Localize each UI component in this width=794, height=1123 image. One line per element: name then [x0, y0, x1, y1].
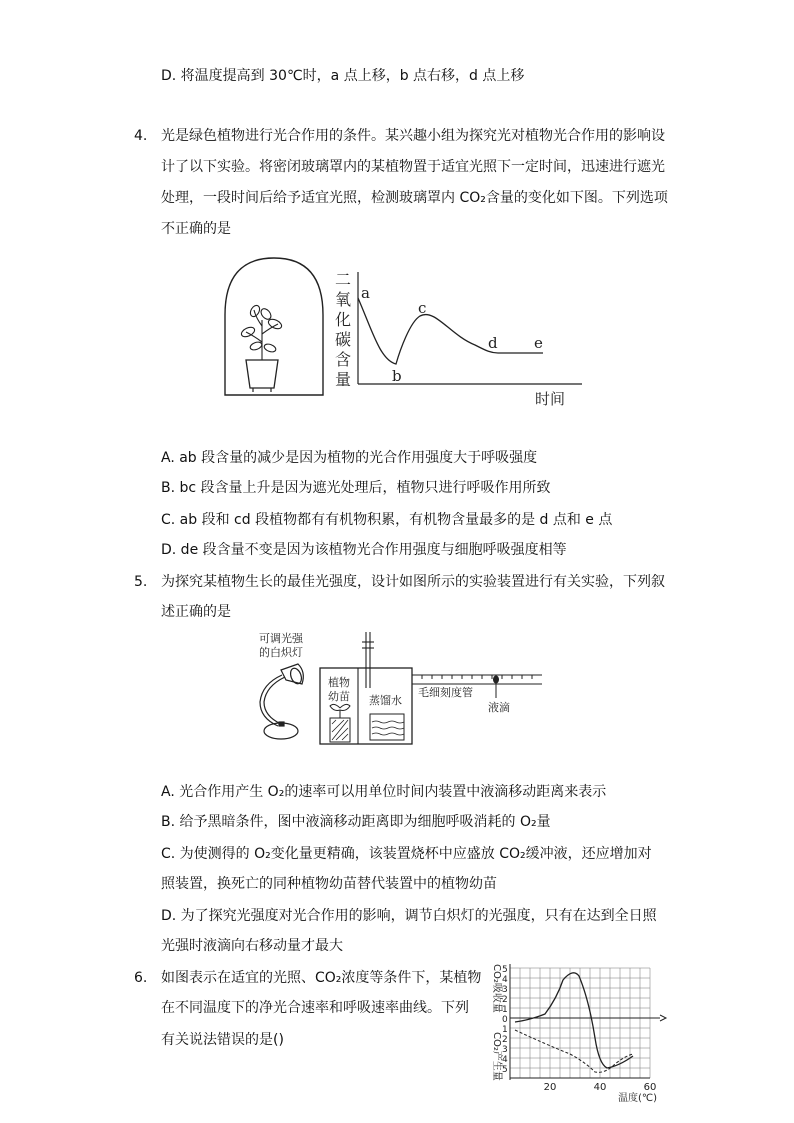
q4-ylabel-char-3: 化 — [334, 310, 352, 329]
liquid-drop — [493, 676, 499, 684]
point-label-c: c — [418, 299, 427, 317]
question-number-5: 5. — [134, 574, 148, 590]
q4-stem-line-2: 计了以下实验。将密闭玻璃罩内的某植物置于适宜光照下一定时间，迅速进行遮光 — [161, 159, 665, 175]
q4-option-c: C. ab 段和 cd 段植物都有有机物积累，有机物含量最多的是 d 点和 e 点 — [161, 512, 613, 528]
q6-stem-line-2: 在不同温度下的净光合速率和呼吸速率曲线。下列 — [161, 1000, 469, 1016]
seedling-icon — [330, 704, 350, 742]
q6-ytick-1-bottom: 1 — [502, 1025, 508, 1035]
q4-option-d: D. de 段含量不变是因为该植物光合作用强度与细胞呼吸强度相等 — [161, 542, 567, 558]
q6-ytick-2-top: 2 — [502, 995, 508, 1005]
q6-ylabel-bottom: CO₂产生量 — [491, 1032, 502, 1081]
q5-figure — [248, 628, 548, 748]
net-photosynthesis-curve — [515, 973, 633, 1068]
q3-option-d: D. 将温度提高到 30℃时，a 点上移，b 点右移，d 点上移 — [161, 68, 525, 84]
drop-label: 液滴 — [488, 701, 510, 714]
q4-figure — [220, 250, 590, 415]
q4-option-a: A. ab 段含量的减少是因为植物的光合作用强度大于呼吸强度 — [161, 450, 538, 466]
q6-xtick-60: 60 — [643, 1082, 657, 1093]
q6-ytick-0: 0 — [502, 1015, 508, 1025]
q6-ytick-4-bottom: 4 — [502, 1055, 508, 1065]
q5-option-a: A. 光合作用产生 O₂的速率可以用单位时间内装置中液滴移动距离来表示 — [161, 784, 607, 800]
q6-ytick-5-bottom: 5 — [502, 1065, 508, 1075]
q5-option-d-line-2: 光强时液滴向右移动量才最大 — [161, 938, 343, 954]
plant-label-1: 植物 — [328, 676, 350, 689]
q4-stem-line-4: 不正确的是 — [161, 221, 231, 237]
q5-option-c-line-2: 照装置，换死亡的同种植物幼苗替代装置中的植物幼苗 — [161, 876, 497, 892]
q5-option-b: B. 给予黑暗条件，图中液滴移动距离即为细胞呼吸消耗的 O₂量 — [161, 814, 551, 830]
water-label: 蒸馏水 — [369, 694, 402, 707]
q6-stem-line-1: 如图表示在适宜的光照、CO₂浓度等条件下，某植物 — [161, 970, 482, 986]
question-number-4: 4. — [134, 128, 148, 144]
q4-option-b: B. bc 段含量上升是因为遮光处理后，植物只进行呼吸作用所致 — [161, 480, 551, 496]
q4-ylabel-char-2: 氧 — [334, 290, 352, 309]
q4-stem-line-1: 光是绿色植物进行光合作用的条件。某兴趣小组为探究光对植物光合作用的影响设 — [161, 128, 665, 144]
point-label-a: a — [361, 284, 370, 302]
co2-curve — [358, 298, 543, 364]
question-number-6: 6. — [134, 970, 148, 986]
q6-ytick-2-bottom: 2 — [502, 1035, 508, 1045]
q6-stem-line-3: 有关说法错误的是() — [161, 1032, 284, 1048]
point-label-e: e — [534, 334, 543, 352]
q4-ylabel-char-5: 含 — [334, 350, 352, 369]
q5-option-c-line-1: C. 为使测得的 O₂变化量更精确，该装置烧杯中应盛放 CO₂缓冲液，还应增加对 — [161, 846, 652, 862]
lamp-label-2: 的白炽灯 — [259, 646, 303, 659]
q4-xlabel: 时间 — [535, 390, 566, 408]
tube-label: 毛细刻度管 — [418, 686, 473, 699]
q6-ytick-4-top: 4 — [502, 975, 508, 985]
beaker-icon — [370, 714, 404, 740]
q6-xlabel: 温度(℃) — [618, 1093, 658, 1104]
q4-ylabel-char-1: 二 — [334, 270, 352, 289]
q6-ytick-3-bottom: 3 — [502, 1045, 508, 1055]
q6-figure — [485, 960, 670, 1105]
point-label-d: d — [488, 334, 498, 352]
q6-ytick-1-top: 1 — [502, 1005, 508, 1015]
q6-ytick-3-top: 3 — [502, 985, 508, 995]
lamp-label-1: 可调光强 — [259, 632, 303, 645]
q4-ylabel-char-6: 量 — [334, 370, 352, 389]
plant-pot — [246, 360, 278, 388]
q5-stem-line-1: 为探究某植物生长的最佳光强度，设计如图所示的实验装置进行有关实验，下列叙 — [161, 574, 665, 590]
q5-stem-line-2: 述正确的是 — [161, 604, 231, 620]
q4-stem-line-3: 处理，一段时间后给予适宜光照，检测玻璃罩内 CO₂含量的变化如下图。下列选项 — [161, 190, 668, 206]
q6-ytick-5-top: 5 — [502, 965, 508, 975]
capillary-tube — [412, 675, 542, 684]
plant-icon — [240, 304, 283, 360]
point-label-b: b — [392, 367, 402, 385]
q6-xtick-20: 20 — [543, 1082, 557, 1093]
q6-ylabel-top: CO₂吸收量 — [491, 964, 502, 1013]
q6-xtick-40: 40 — [593, 1082, 607, 1093]
q5-option-d-line-1: D. 为了探究光强度对光合作用的影响，调节白炽灯的光强度，只有在达到全日照 — [161, 908, 657, 924]
plant-label-2: 幼苗 — [328, 690, 350, 703]
q4-ylabel-char-4: 碳 — [334, 330, 352, 349]
q6-grid — [510, 968, 650, 1078]
lamp-icon — [260, 664, 303, 739]
